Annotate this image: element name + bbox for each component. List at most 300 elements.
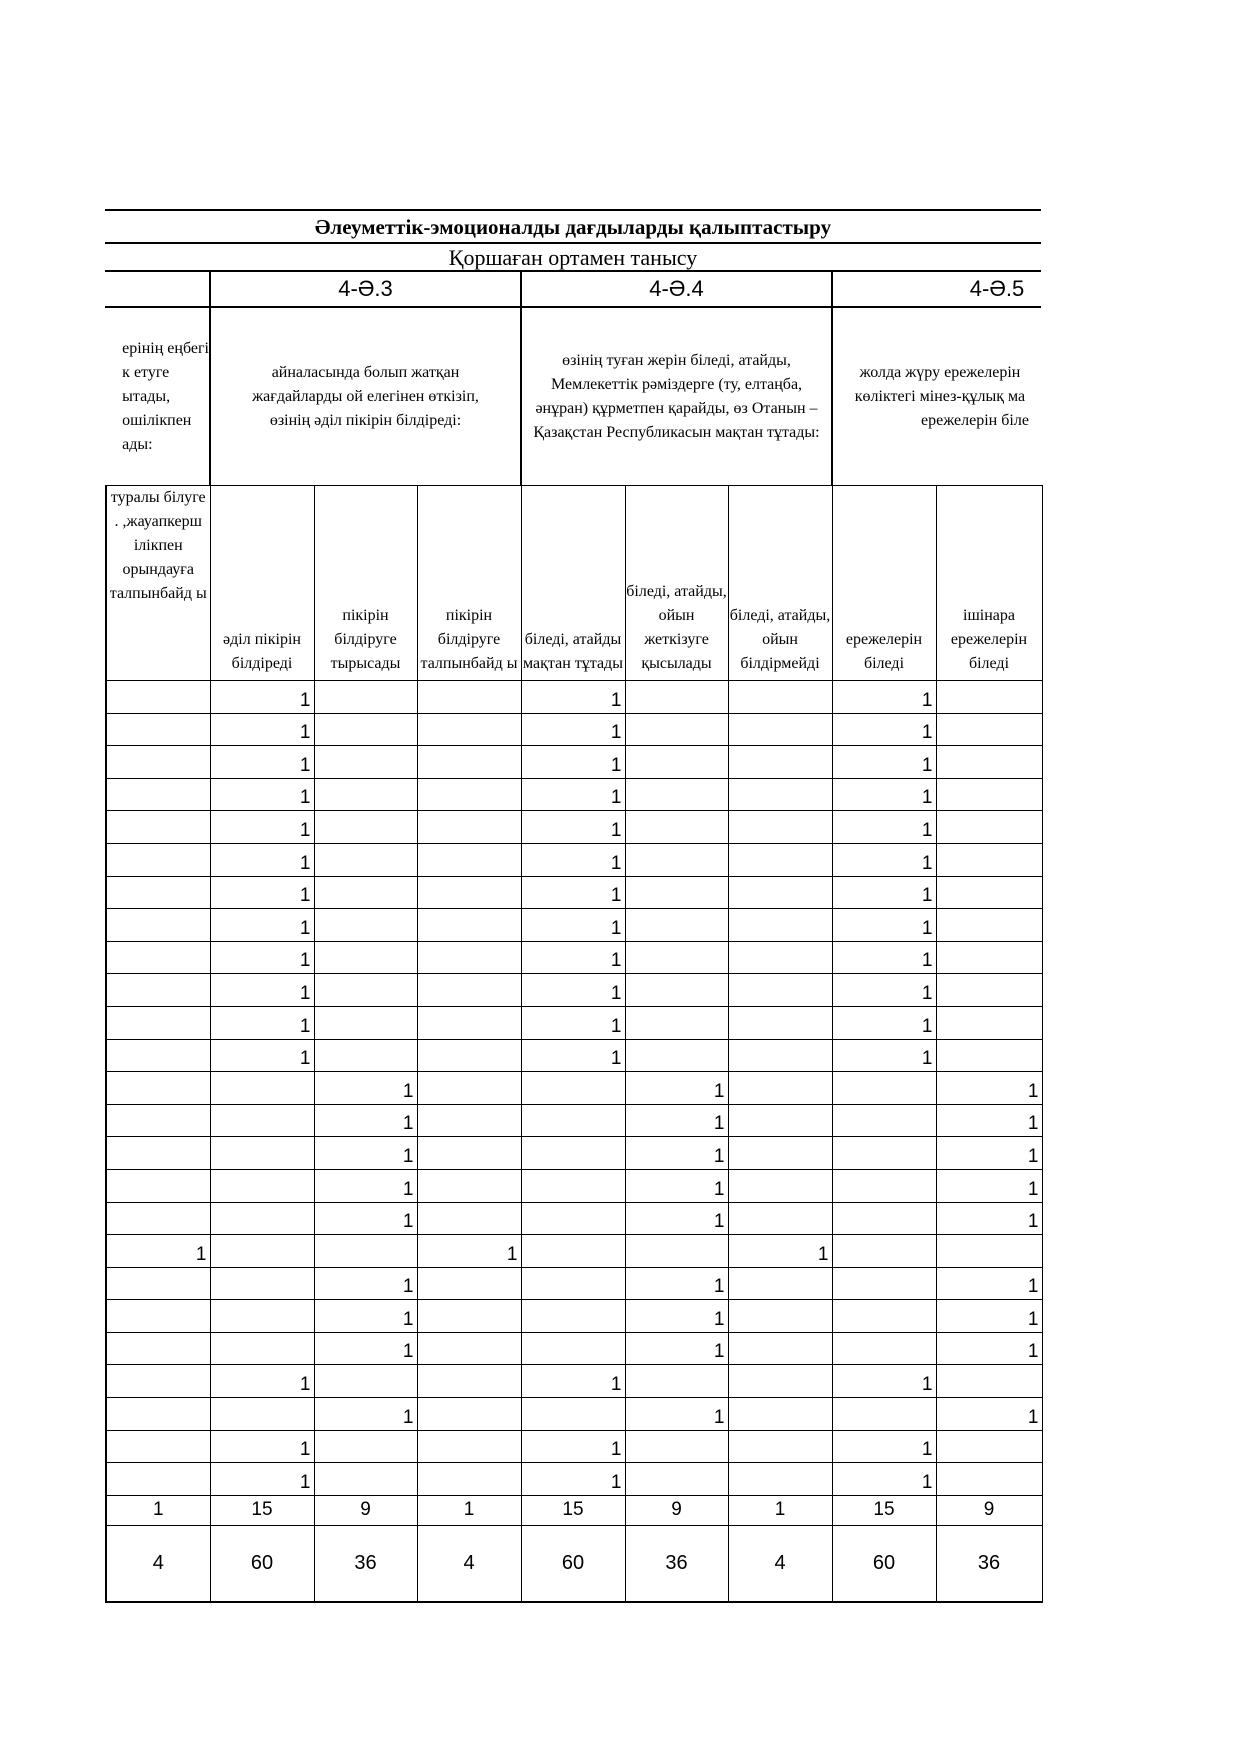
subheader-cell: біледі, атайды, ойын білдірмейді: [728, 486, 832, 681]
table-cell: [832, 1137, 936, 1170]
table-row: [106, 1104, 1042, 1137]
table-cell: [625, 713, 728, 746]
table-cell: 1: [314, 1332, 417, 1365]
table-cell: 1: [314, 1169, 417, 1202]
table-row: [106, 909, 1042, 942]
table-cell: [728, 1398, 832, 1431]
table-cell: [314, 1365, 417, 1398]
table-cell: [521, 1169, 625, 1202]
table-cell: 1: [832, 681, 936, 714]
table-cell: 1: [521, 681, 625, 714]
totals-row: [106, 1495, 1042, 1525]
table-cell: [728, 974, 832, 1007]
table-cell: [106, 1365, 210, 1398]
table-cell: [106, 1202, 210, 1235]
table-cell: [210, 1332, 314, 1365]
table-cell: [936, 713, 1042, 746]
table-row: [106, 1169, 1042, 1202]
table-cell: 1: [936, 1398, 1042, 1431]
table-cell: [417, 1202, 521, 1235]
table-cell: 1: [210, 876, 314, 909]
table-cell: [728, 1365, 832, 1398]
criteria-row: [105, 306, 1041, 485]
table-cell: 1: [832, 1430, 936, 1463]
table-cell: 1: [314, 1300, 417, 1333]
table-cell: [728, 1300, 832, 1333]
table-cell: [314, 1039, 417, 1072]
code-row: [105, 270, 1041, 306]
table-cell: [832, 1398, 936, 1431]
total-cell: 1: [728, 1495, 832, 1525]
percent-cell: 36: [314, 1525, 417, 1602]
table-cell: [106, 746, 210, 779]
table-cell: [106, 843, 210, 876]
table-cell: 1: [936, 1300, 1042, 1333]
table-cell: 1: [625, 1398, 728, 1431]
code-4-a5-text: 4-Ә.5: [969, 276, 1025, 301]
results-table: [105, 485, 1043, 1603]
subheader-cell: ережелерін біледі: [832, 486, 936, 681]
criteria-partial-line: ытады,: [122, 387, 171, 405]
total-cell: 15: [832, 1495, 936, 1525]
total-cell: 15: [210, 1495, 314, 1525]
subheader-cell: туралы білуге . ,жауапкерш ілікпен орындауға талпынбайд ы: [106, 486, 210, 681]
table-cell: 1: [521, 1039, 625, 1072]
table-row: [106, 1202, 1042, 1235]
table-cell: [625, 843, 728, 876]
table-cell: 1: [210, 843, 314, 876]
table-cell: [314, 941, 417, 974]
table-cell: [106, 778, 210, 811]
table-cell: 1: [210, 909, 314, 942]
table-cell: [210, 1235, 314, 1268]
table-row: [106, 1039, 1042, 1072]
table-cell: [314, 974, 417, 1007]
table-cell: [417, 1072, 521, 1105]
table-cell: [106, 1072, 210, 1105]
table-cell: 1: [625, 1332, 728, 1365]
total-cell: 15: [521, 1495, 625, 1525]
table-cell: [936, 1463, 1042, 1496]
table-row: [106, 1300, 1042, 1333]
table-cell: [314, 713, 417, 746]
table-cell: [728, 746, 832, 779]
table-cell: [521, 1300, 625, 1333]
table-cell: [210, 1300, 314, 1333]
code-cell-4-a5: [831, 272, 1041, 306]
table-cell: [106, 1463, 210, 1496]
table-cell: 1: [210, 941, 314, 974]
table-cell: [625, 1430, 728, 1463]
table-cell: [832, 1072, 936, 1105]
table-cell: [417, 1267, 521, 1300]
table-cell: [417, 778, 521, 811]
table-cell: [936, 811, 1042, 844]
table-cell: 1: [625, 1300, 728, 1333]
table-cell: [728, 1430, 832, 1463]
table-cell: [417, 1430, 521, 1463]
table-cell: [936, 909, 1042, 942]
table-row: [106, 1365, 1042, 1398]
table-row: [106, 1137, 1042, 1170]
table-cell: [210, 1104, 314, 1137]
table-cell: [210, 1267, 314, 1300]
table-cell: 1: [210, 746, 314, 779]
table-row: [106, 876, 1042, 909]
table-cell: 1: [936, 1202, 1042, 1235]
table-cell: 1: [521, 941, 625, 974]
table-cell: 1: [521, 974, 625, 1007]
table-cell: 1: [521, 713, 625, 746]
table-cell: [728, 1463, 832, 1496]
table-cell: 1: [106, 1235, 210, 1268]
table-cell: [625, 811, 728, 844]
total-cell: 9: [625, 1495, 728, 1525]
percent-cell: 36: [936, 1525, 1042, 1602]
table-cell: [728, 681, 832, 714]
table-cell: [936, 941, 1042, 974]
table-cell: [728, 1137, 832, 1170]
table-cell: [625, 1365, 728, 1398]
table-cell: [417, 843, 521, 876]
table-cell: [106, 713, 210, 746]
subheader-cell: әділ пікірін білдіреді: [210, 486, 314, 681]
table-cell: [936, 876, 1042, 909]
total-cell: 1: [106, 1495, 210, 1525]
section-title-text: Әлеуметтік-эмоционалды дағдыларды қалыптастыру: [314, 215, 832, 239]
table-cell: [417, 909, 521, 942]
table-cell: [832, 1300, 936, 1333]
total-cell: 9: [314, 1495, 417, 1525]
table-cell: [106, 1430, 210, 1463]
table-cell: 1: [625, 1104, 728, 1137]
table-cell: [728, 1169, 832, 1202]
table-cell: [106, 681, 210, 714]
code-cell-4-a4: 4-Ә.4: [520, 272, 831, 306]
criteria-partial-line: ошілікпен: [122, 411, 192, 429]
table-cell: [728, 1039, 832, 1072]
table-cell: [417, 746, 521, 779]
table-cell: 1: [417, 1235, 521, 1268]
table-cell: 1: [314, 1137, 417, 1170]
table-cell: [314, 1430, 417, 1463]
table-cell: [728, 811, 832, 844]
table-cell: [106, 1332, 210, 1365]
table-cell: [417, 1006, 521, 1039]
table-cell: [625, 746, 728, 779]
subheader-cell: пікірін білдіруге талпынбайд ы: [417, 486, 521, 681]
table-cell: 1: [314, 1072, 417, 1105]
table-cell: [936, 746, 1042, 779]
table-cell: [314, 778, 417, 811]
table-cell: 1: [832, 713, 936, 746]
criteria-cell-partial: [105, 308, 209, 485]
percent-cell: 60: [832, 1525, 936, 1602]
table-cell: [106, 1267, 210, 1300]
table-cell: [417, 1169, 521, 1202]
table-cell: 1: [521, 1365, 625, 1398]
table-cell: 1: [625, 1169, 728, 1202]
table-row: [106, 1072, 1042, 1105]
table-cell: [936, 778, 1042, 811]
criteria-a5-line: ережелерін біле: [921, 411, 1029, 429]
table-cell: 1: [832, 876, 936, 909]
percent-cell: 60: [210, 1525, 314, 1602]
assessment-sheet: [105, 209, 1041, 1603]
table-cell: 1: [936, 1169, 1042, 1202]
table-cell: [521, 1332, 625, 1365]
percent-cell: 36: [625, 1525, 728, 1602]
table-cell: 1: [210, 1006, 314, 1039]
table-row: [106, 1398, 1042, 1431]
subsection-title-text: Қоршаған ортамен танысу: [448, 245, 698, 270]
table-cell: [936, 974, 1042, 1007]
table-cell: 1: [832, 811, 936, 844]
table-cell: [936, 1039, 1042, 1072]
percent-cell: 60: [521, 1525, 625, 1602]
table-cell: [936, 843, 1042, 876]
criteria-partial-line: ерінің еңбегі: [122, 339, 209, 357]
table-cell: [210, 1072, 314, 1105]
code-cell-4-a3: 4-Ә.3: [209, 272, 520, 306]
table-cell: 1: [521, 811, 625, 844]
percent-row: [106, 1525, 1042, 1602]
total-cell: 9: [936, 1495, 1042, 1525]
table-cell: [728, 713, 832, 746]
table-cell: [625, 909, 728, 942]
table-cell: [832, 1332, 936, 1365]
table-row: [106, 974, 1042, 1007]
table-cell: [417, 974, 521, 1007]
table-cell: [417, 1104, 521, 1137]
table-cell: 1: [625, 1137, 728, 1170]
criteria-cell-4-a5: [831, 308, 1041, 485]
criteria-a5-line: жолда жүру ережелерін: [859, 363, 1021, 381]
table-cell: [728, 1267, 832, 1300]
section-title: [105, 209, 1041, 242]
subheader-cell: ішінара ережелерін біледі: [936, 486, 1042, 681]
criteria-partial-line: к етуге: [122, 363, 170, 381]
table-cell: [106, 1398, 210, 1431]
table-cell: [728, 1072, 832, 1105]
table-cell: 1: [832, 974, 936, 1007]
table-cell: [936, 1430, 1042, 1463]
criteria-a5-line: көліктегі мінез-құлық ма: [854, 387, 1026, 405]
table-cell: [625, 1039, 728, 1072]
table-cell: [521, 1202, 625, 1235]
table-cell: 1: [936, 1104, 1042, 1137]
table-cell: 1: [210, 1430, 314, 1463]
table-cell: 1: [210, 713, 314, 746]
table-cell: [625, 941, 728, 974]
table-cell: [106, 974, 210, 1007]
table-row: [106, 843, 1042, 876]
table-cell: [936, 1006, 1042, 1039]
table-cell: [417, 1137, 521, 1170]
table-cell: [417, 1300, 521, 1333]
table-cell: 1: [832, 778, 936, 811]
table-cell: [314, 1235, 417, 1268]
subheader-cell: біледі, атайды, ойын жеткізуге қысылады: [625, 486, 728, 681]
table-cell: 1: [521, 1006, 625, 1039]
table-cell: 1: [314, 1398, 417, 1431]
table-row: [106, 778, 1042, 811]
table-cell: 1: [936, 1137, 1042, 1170]
table-cell: [417, 1398, 521, 1431]
table-cell: [314, 1006, 417, 1039]
table-cell: [832, 1202, 936, 1235]
table-row: [106, 811, 1042, 844]
criteria-cell-4-a3: айналасында болып жатқан жағдайларды ой елегінен өткізіп, өзінің әділ пікірін білдіреді:: [209, 308, 520, 485]
table-cell: [106, 1137, 210, 1170]
table-cell: [417, 713, 521, 746]
table-cell: 1: [832, 843, 936, 876]
table-cell: [417, 941, 521, 974]
table-cell: [314, 746, 417, 779]
table-cell: 1: [832, 941, 936, 974]
table-cell: [936, 1365, 1042, 1398]
table-cell: [417, 1332, 521, 1365]
table-cell: 1: [936, 1332, 1042, 1365]
table-row: [106, 1235, 1042, 1268]
table-cell: [417, 1365, 521, 1398]
table-cell: 1: [521, 1430, 625, 1463]
table-cell: 1: [625, 1202, 728, 1235]
table-cell: [210, 1202, 314, 1235]
table-row: [106, 1006, 1042, 1039]
table-row: [106, 681, 1042, 714]
table-cell: 1: [832, 746, 936, 779]
table-cell: 1: [728, 1235, 832, 1268]
table-row: [106, 1463, 1042, 1496]
table-cell: 1: [210, 1463, 314, 1496]
subheader-cell: пікірін білдіруге тырысады: [314, 486, 417, 681]
table-cell: [521, 1137, 625, 1170]
table-cell: [106, 811, 210, 844]
table-row: [106, 713, 1042, 746]
table-cell: [728, 1006, 832, 1039]
table-cell: 1: [936, 1072, 1042, 1105]
criteria-cell-4-a4: өзінің туған жерін біледі, атайды, Мемлекеттік рәміздерге (ту, елтаңба, әнұран) құрметпен қарайды, өз Отанын – Қазақстан Республикасын мақтан тұтады:: [520, 308, 831, 485]
table-cell: [521, 1072, 625, 1105]
table-cell: 1: [832, 909, 936, 942]
table-cell: [832, 1267, 936, 1300]
table-row: [106, 941, 1042, 974]
table-cell: [521, 1235, 625, 1268]
table-cell: 1: [625, 1072, 728, 1105]
table-cell: [728, 1202, 832, 1235]
table-cell: [728, 941, 832, 974]
table-cell: 1: [210, 778, 314, 811]
table-cell: [728, 909, 832, 942]
table-cell: [625, 1463, 728, 1496]
table-cell: 1: [521, 746, 625, 779]
table-cell: 1: [210, 681, 314, 714]
table-cell: 1: [314, 1104, 417, 1137]
table-cell: 1: [210, 974, 314, 1007]
table-cell: 1: [832, 1006, 936, 1039]
table-cell: 1: [521, 778, 625, 811]
table-row: [106, 1267, 1042, 1300]
table-cell: 1: [314, 1202, 417, 1235]
table-cell: [314, 1463, 417, 1496]
table-cell: [314, 811, 417, 844]
table-cell: [314, 681, 417, 714]
table-cell: [314, 876, 417, 909]
subheader-cell: біледі, атайды мақтан тұтады: [521, 486, 625, 681]
table-cell: [314, 909, 417, 942]
table-cell: [625, 1006, 728, 1039]
table-row: [106, 746, 1042, 779]
table-cell: [106, 909, 210, 942]
table-cell: [106, 1169, 210, 1202]
table-cell: [210, 1169, 314, 1202]
subheader-row: [106, 486, 1042, 681]
total-cell: 1: [417, 1495, 521, 1525]
code-cell-partial: [105, 272, 209, 306]
table-cell: 1: [625, 1267, 728, 1300]
table-cell: [521, 1104, 625, 1137]
table-cell: [417, 1463, 521, 1496]
table-cell: [625, 1235, 728, 1268]
table-cell: [728, 843, 832, 876]
percent-cell: 4: [728, 1525, 832, 1602]
table-cell: [521, 1398, 625, 1431]
table-cell: 1: [210, 1365, 314, 1398]
table-cell: [625, 778, 728, 811]
table-cell: 1: [936, 1267, 1042, 1300]
table-cell: 1: [521, 876, 625, 909]
table-cell: [210, 1398, 314, 1431]
table-cell: 1: [314, 1267, 417, 1300]
table-cell: 1: [210, 811, 314, 844]
table-cell: [936, 1235, 1042, 1268]
table-cell: 1: [832, 1039, 936, 1072]
table-cell: [210, 1137, 314, 1170]
table-cell: 1: [832, 1365, 936, 1398]
table-cell: 1: [832, 1463, 936, 1496]
table-cell: [625, 974, 728, 1007]
table-cell: 1: [210, 1039, 314, 1072]
table-cell: [106, 1039, 210, 1072]
table-cell: [832, 1235, 936, 1268]
table-cell: [106, 1104, 210, 1137]
table-cell: [832, 1104, 936, 1137]
table-cell: [625, 681, 728, 714]
table-cell: [728, 778, 832, 811]
table-cell: 1: [521, 843, 625, 876]
subsection-title: [105, 242, 1041, 270]
table-cell: [106, 1300, 210, 1333]
table-cell: [832, 1169, 936, 1202]
table-cell: [728, 1332, 832, 1365]
table-cell: [106, 941, 210, 974]
table-cell: [936, 681, 1042, 714]
table-cell: [417, 681, 521, 714]
table-cell: [417, 811, 521, 844]
table-cell: [417, 1039, 521, 1072]
percent-cell: 4: [106, 1525, 210, 1602]
table-row: [106, 1332, 1042, 1365]
criteria-partial-line: ады:: [122, 435, 153, 453]
table-cell: 1: [521, 1463, 625, 1496]
table-cell: [728, 1104, 832, 1137]
table-cell: [521, 1267, 625, 1300]
table-cell: 1: [521, 909, 625, 942]
percent-cell: 4: [417, 1525, 521, 1602]
table-row: [106, 1430, 1042, 1463]
table-cell: [106, 1006, 210, 1039]
